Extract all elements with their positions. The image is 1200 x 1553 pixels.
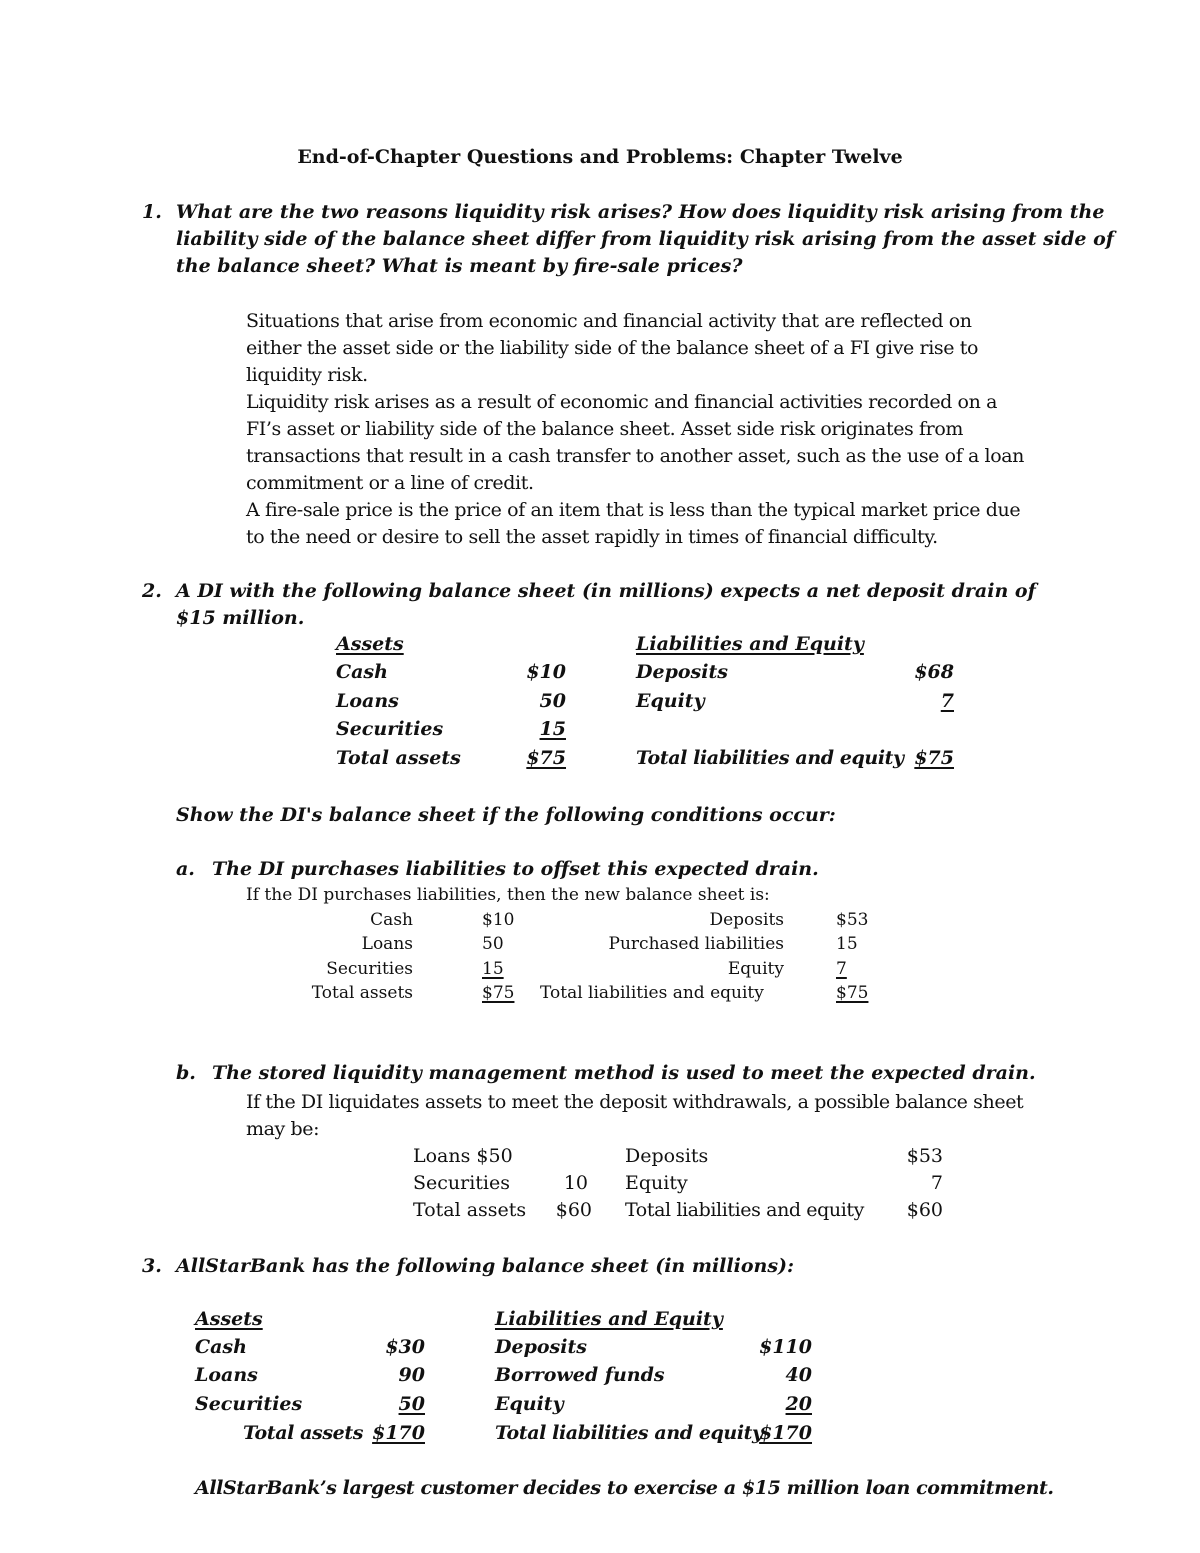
liability-label: Total liabilities and equity: [636, 747, 904, 769]
answer-line: A fire-sale price is the price of an item that is less than the typical market price due: [246, 499, 1021, 521]
answer-line: FI’s asset or liability side of the balance sheet. Asset side risk originates from: [246, 418, 964, 440]
answer-line: either the asset side or the liability side of the balance sheet of a FI give rise to: [246, 337, 979, 359]
asset-value: $10: [482, 910, 515, 930]
liability-value: $53: [906, 1145, 943, 1167]
asset-value: $75: [482, 983, 515, 1003]
answer-line: Situations that arise from economic and financial activity that are reflected on: [246, 310, 972, 332]
part-intro: may be:: [246, 1118, 320, 1140]
question-number: 3.: [142, 1255, 162, 1277]
asset-value: 15: [539, 718, 566, 740]
liability-value: 15: [836, 934, 858, 954]
liability-label: Total liabilities and equity: [625, 1199, 864, 1221]
answer-line: transactions that result in a cash transfer to another asset, such as the use of a loan: [246, 445, 1025, 467]
asset-label: Total assets: [413, 1199, 527, 1221]
liability-label: Total liabilities and equity: [495, 1422, 763, 1444]
part-intro: If the DI purchases liabilities, then the new balance sheet is:: [246, 885, 770, 905]
asset-value: 50: [539, 690, 566, 712]
question-line: A DI with the following balance sheet (in millions) expects a net deposit drain of: [176, 580, 1036, 602]
asset-value: 15: [482, 959, 504, 979]
asset-value: $170: [372, 1422, 425, 1444]
liability-value: 7: [940, 690, 954, 712]
question-line: liability side of the balance sheet differ from liquidity risk arising from the asset side of: [176, 228, 1114, 250]
asset-label: Securities: [195, 1393, 303, 1415]
liability-label: Borrowed funds: [495, 1364, 665, 1386]
liabilities-header: Liabilities and Equity: [636, 633, 864, 655]
asset-label: Cash: [195, 1336, 247, 1358]
liability-label: Equity: [636, 690, 705, 712]
asset-value: 50: [482, 934, 504, 954]
asset-label: Total assets: [336, 747, 461, 769]
question-line: $15 million.: [176, 607, 305, 629]
liability-value: $75: [914, 747, 954, 769]
answer-line: to the need or desire to sell the asset rapidly in times of financial difficulty.: [246, 526, 938, 548]
part-letter: a.: [176, 858, 195, 880]
liability-label: Equity: [727, 959, 784, 979]
part-question: The DI purchases liabilities to offset this expected drain.: [212, 858, 819, 880]
liability-value: $110: [759, 1336, 812, 1358]
part-question: The stored liquidity management method is used to meet the expected drain.: [212, 1062, 1036, 1084]
question-line: AllStarBank has the following balance sheet (in millions):: [176, 1255, 795, 1277]
liability-value: $60: [906, 1199, 943, 1221]
asset-value: 50: [398, 1393, 425, 1415]
assets-header: Assets: [195, 1308, 263, 1330]
asset-label: Total assets: [243, 1422, 364, 1444]
asset-label: Loans: [336, 690, 399, 712]
asset-value: $75: [526, 747, 566, 769]
question-line: the balance sheet? What is meant by fire-sale prices?: [176, 255, 743, 277]
assets-header: Assets: [336, 633, 404, 655]
liability-label: Purchased liabilities: [608, 934, 784, 954]
page-title: End-of-Chapter Questions and Problems: Chapter Twelve: [297, 146, 903, 168]
liability-value: 7: [836, 959, 847, 979]
asset-label: Loans $50: [413, 1145, 513, 1167]
question-number: 1.: [142, 201, 162, 223]
answer-line: commitment or a line of credit.: [246, 472, 534, 494]
liability-label: Deposits: [495, 1336, 587, 1358]
liability-value: $170: [759, 1422, 812, 1444]
liability-label: Equity: [495, 1393, 564, 1415]
part-letter: b.: [176, 1062, 196, 1084]
liability-label: Deposits: [625, 1145, 709, 1167]
liability-label: Deposits: [709, 910, 784, 930]
asset-label: Cash: [336, 661, 388, 683]
asset-value: $30: [385, 1336, 425, 1358]
asset-value: $60: [555, 1199, 592, 1221]
asset-label: Securities: [336, 718, 444, 740]
conditions-prompt: Show the DI's balance sheet if the following conditions occur:: [176, 804, 836, 826]
answer-line: Liquidity risk arises as a result of economic and financial activities recorded on a: [246, 391, 998, 413]
liability-value: $68: [914, 661, 954, 683]
liability-label: Equity: [625, 1172, 688, 1194]
liabilities-header: Liabilities and Equity: [495, 1308, 723, 1330]
liability-value: 40: [785, 1364, 812, 1386]
asset-label: Loans: [195, 1364, 258, 1386]
liability-value: $53: [836, 910, 869, 930]
asset-label: Loans: [361, 934, 413, 954]
part-intro: If the DI liquidates assets to meet the deposit withdrawals, a possible balance sheet: [246, 1091, 1024, 1113]
asset-value: 10: [563, 1172, 588, 1194]
asset-label: Securities: [413, 1172, 511, 1194]
liability-value: 20: [785, 1393, 812, 1415]
question-number: 2.: [142, 580, 162, 602]
asset-label: Securities: [326, 959, 413, 979]
asset-value: 90: [398, 1364, 425, 1386]
liability-label: Total liabilities and equity: [540, 983, 764, 1003]
asset-value: $10: [526, 661, 566, 683]
answer-line: liquidity risk.: [246, 364, 368, 386]
asset-label: Cash: [370, 910, 413, 930]
question-3-footer: AllStarBank’s largest customer decides to exercise a $15 million loan commitment.: [195, 1477, 1054, 1499]
liability-label: Deposits: [636, 661, 728, 683]
liability-value: $75: [836, 983, 869, 1003]
liability-value: 7: [930, 1172, 943, 1194]
asset-label: Total assets: [311, 983, 413, 1003]
question-line: What are the two reasons liquidity risk arises? How does liquidity risk arising from the: [176, 201, 1105, 223]
